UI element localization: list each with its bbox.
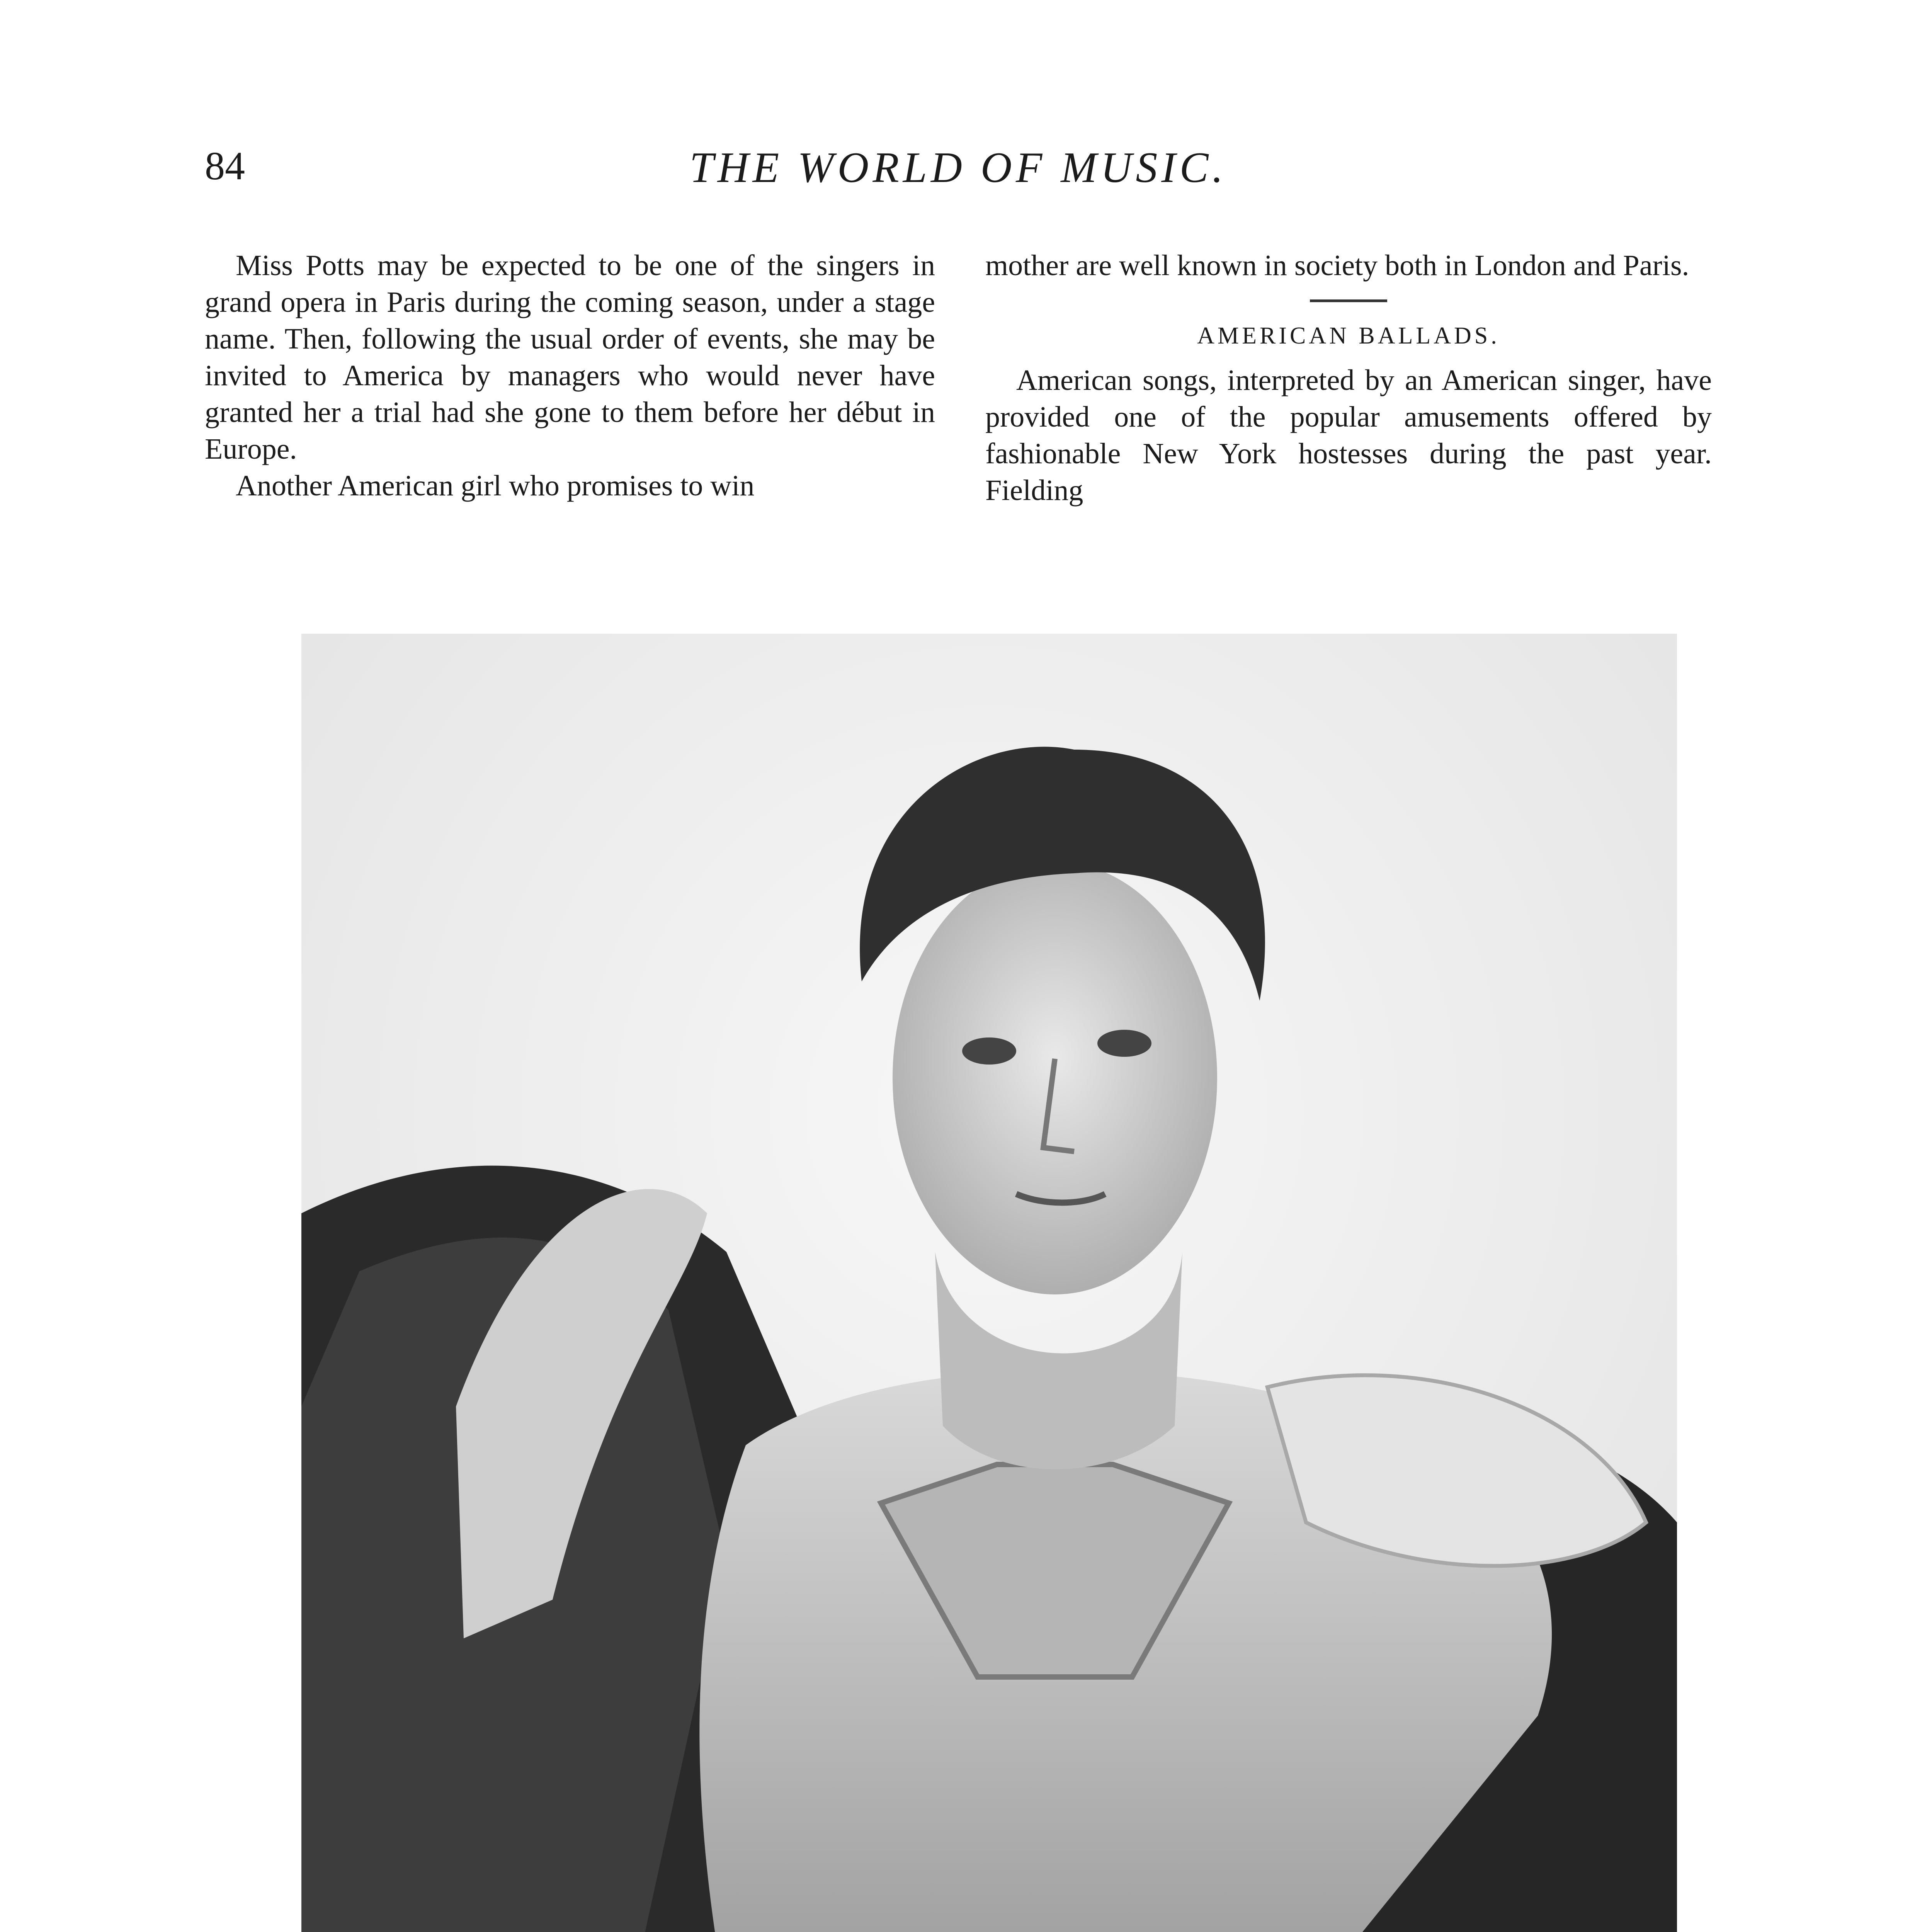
portrait-photograph [301, 634, 1677, 1932]
page-number: 84 [205, 144, 245, 188]
paragraph: American songs, interpreted by an American singer, have provided one of the popular amusements offered by fashionable New York hostesses during the past year. Fielding [985, 364, 1712, 507]
portrait-illustration [301, 634, 1677, 1932]
paragraph: Miss Potts may be expected to be one of the singers in grand opera in Paris during the coming season, under a stage name. Then, following the usual order of events, she may be invited to America by managers who would never have granted her a trial had she gone to them before her début in Europe. [205, 249, 935, 465]
paragraph: mother are well known in society both in London and Paris. [985, 249, 1689, 282]
column-top-right [985, 247, 1712, 509]
page-header [205, 143, 1712, 205]
section-heading: AMERICAN BALLADS. [1197, 323, 1500, 349]
running-title: THE WORLD OF MUSIC. [689, 144, 1227, 192]
column-top-left [205, 247, 935, 504]
paragraph: Another American girl who promises to win [236, 469, 755, 502]
section-divider [1310, 299, 1387, 302]
